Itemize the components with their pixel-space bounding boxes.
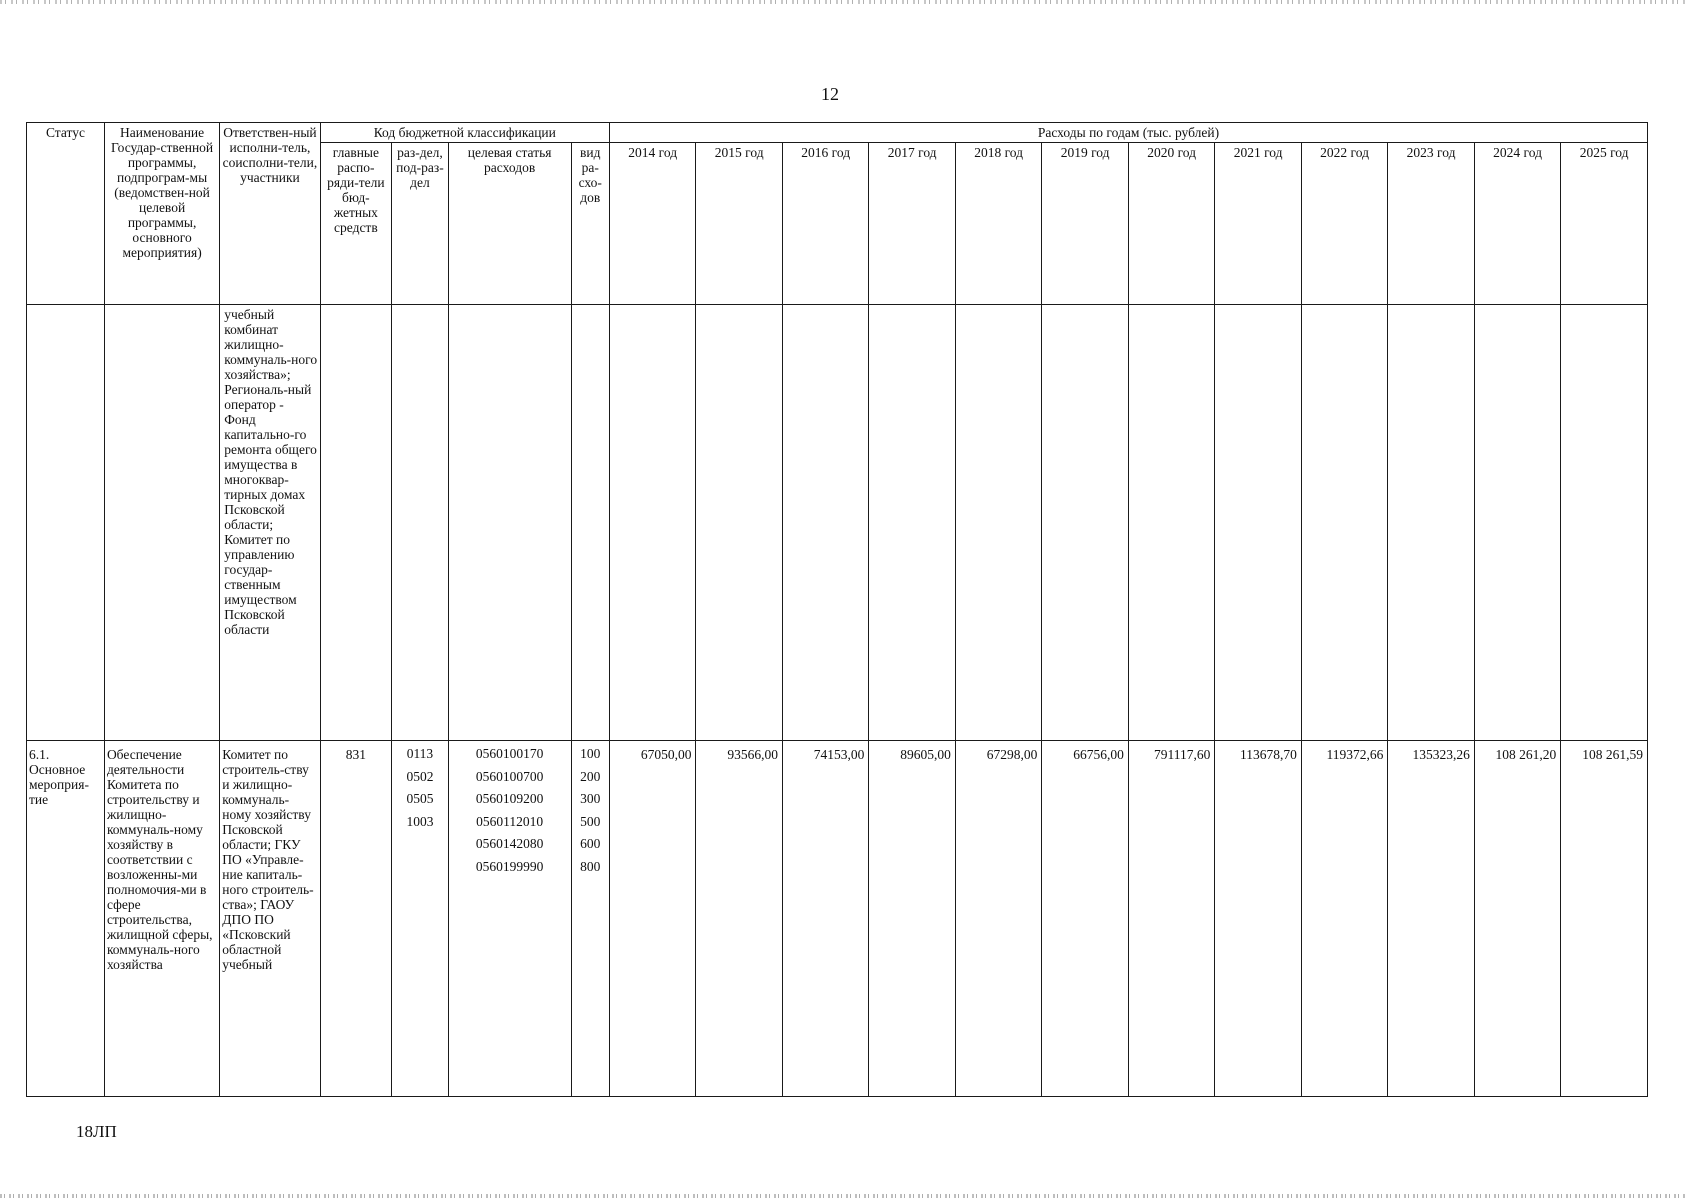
header-section: раз-дел, под-раз-дел (392, 143, 449, 305)
header-year: 2017 год (869, 143, 955, 305)
cell-empty (782, 305, 868, 741)
cell-value: 119372,66 (1301, 741, 1387, 1097)
header-year: 2020 год (1128, 143, 1214, 305)
header-year: 2024 год (1474, 143, 1560, 305)
header-row-top (27, 123, 1648, 143)
header-expense-type: вид ра-схо-дов (571, 143, 609, 305)
cell-empty (571, 305, 609, 741)
cell-empty (869, 305, 955, 741)
cell-value: 108 261,59 (1561, 741, 1648, 1097)
expense-type-code: 300 (580, 791, 601, 806)
header-target: целевая статья расходов (448, 143, 571, 305)
cell-empty (609, 305, 695, 741)
cell-empty (1042, 305, 1128, 741)
section-code: 0502 (406, 768, 434, 784)
table-row-continuation (27, 305, 1648, 741)
header-year: 2019 год (1042, 143, 1128, 305)
cell-status: 6.1. Основное мероприя-тие (27, 741, 105, 1097)
target-code: 0560112010 (476, 813, 544, 829)
cell-targets (448, 741, 571, 1097)
cell-responsible-continued: учебный комбинат жилищно-коммуналь-ного хозяйства»; Региональ-ный оператор - Фонд капитально-го ремонта общего имущества в многоквар-тирных домах Псковской области; Комитет по управлению государ-ственным имуществом Псковской области (220, 305, 320, 741)
scan-edge-bottom (0, 1194, 1686, 1198)
cell-name-empty (104, 305, 219, 741)
cell-empty (1301, 305, 1387, 741)
cell-value: 791117,60 (1128, 741, 1214, 1097)
cell-value: 74153,00 (782, 741, 868, 1097)
footer-document-code: 18ЛП (76, 1122, 117, 1141)
target-code: 0560100170 (475, 746, 544, 761)
cell-empty (696, 305, 782, 741)
budget-table (26, 122, 1648, 1097)
header-year: 2025 год (1561, 143, 1648, 305)
cell-empty (955, 305, 1041, 741)
header-budget-code: Код бюджетной классификации (320, 123, 609, 143)
cell-empty (392, 305, 449, 741)
cell-empty (1215, 305, 1301, 741)
cell-value: 113678,70 (1215, 741, 1301, 1097)
cell-value: 135323,26 (1388, 741, 1474, 1097)
expense-type-code: 600 (580, 836, 601, 851)
cell-value: 89605,00 (869, 741, 955, 1097)
section-code: 0505 (406, 791, 434, 806)
cell-value: 67298,00 (955, 741, 1041, 1097)
header-name: Наименование Государ-ственной программы, подпрограм-мы (ведомствен-ной целевой программы, основного мероприятия) (104, 123, 219, 305)
cell-empty (1474, 305, 1560, 741)
header-year: 2021 год (1215, 143, 1301, 305)
cell-value: 66756,00 (1042, 741, 1128, 1097)
cell-grbs: 831 (320, 741, 392, 1097)
cell-responsible: Комитет по строитель-ству и жилищно-коммуналь-ному хозяйству Псковской области; ГКУ ПО «Управле-ние капиталь-ного строитель-ства»; ГАОУ ДПО ПО «Псковский областной учебный (220, 741, 320, 1097)
cell-name: Обеспечение деятельности Комитета по строительству и жилищно-коммуналь-ному хозяйству в соответствии с возложенны-ми полномочия-ми в сфере строительства, жилищной сферы, коммуналь-ного хозяйства (104, 741, 219, 1097)
header-grbs: главные распо-ряди-тели бюд-жетных средств (320, 143, 392, 305)
section-code: 1003 (406, 813, 434, 829)
expense-type-code: 200 (580, 768, 601, 784)
cell-value: 93566,00 (696, 741, 782, 1097)
header-year: 2016 год (782, 143, 868, 305)
cell-sections (392, 741, 449, 1097)
cell-value: 67050,00 (609, 741, 695, 1097)
expense-type-code: 500 (580, 813, 601, 829)
cell-empty (320, 305, 392, 741)
expense-type-code: 100 (580, 746, 601, 761)
cell-value: 108 261,20 (1474, 741, 1560, 1097)
target-code: 0560199990 (475, 858, 544, 874)
cell-empty (1388, 305, 1474, 741)
cell-empty (1561, 305, 1648, 741)
header-year: 2022 год (1301, 143, 1387, 305)
cell-empty (448, 305, 571, 741)
page-number: 12 (821, 84, 839, 104)
section-code: 0113 (406, 746, 434, 761)
target-code: 0560109200 (475, 791, 544, 806)
header-year: 2018 год (955, 143, 1041, 305)
header-year: 2014 год (609, 143, 695, 305)
scan-edge-top (0, 0, 1686, 4)
target-code: 0560100700 (475, 768, 544, 784)
header-responsible: Ответствен-ный исполни-тель, соисполни-тели, участники (220, 123, 320, 305)
table-row-main (27, 741, 1648, 1097)
header-expenses: Расходы по годам (тыс. рублей) (609, 123, 1647, 143)
cell-empty (1128, 305, 1214, 741)
expense-type-code: 800 (580, 858, 601, 874)
target-code: 0560142080 (475, 836, 544, 851)
header-year: 2023 год (1388, 143, 1474, 305)
header-year: 2015 год (696, 143, 782, 305)
cell-status-empty (27, 305, 105, 741)
cell-expense-types (571, 741, 609, 1097)
header-status: Статус (27, 123, 105, 305)
